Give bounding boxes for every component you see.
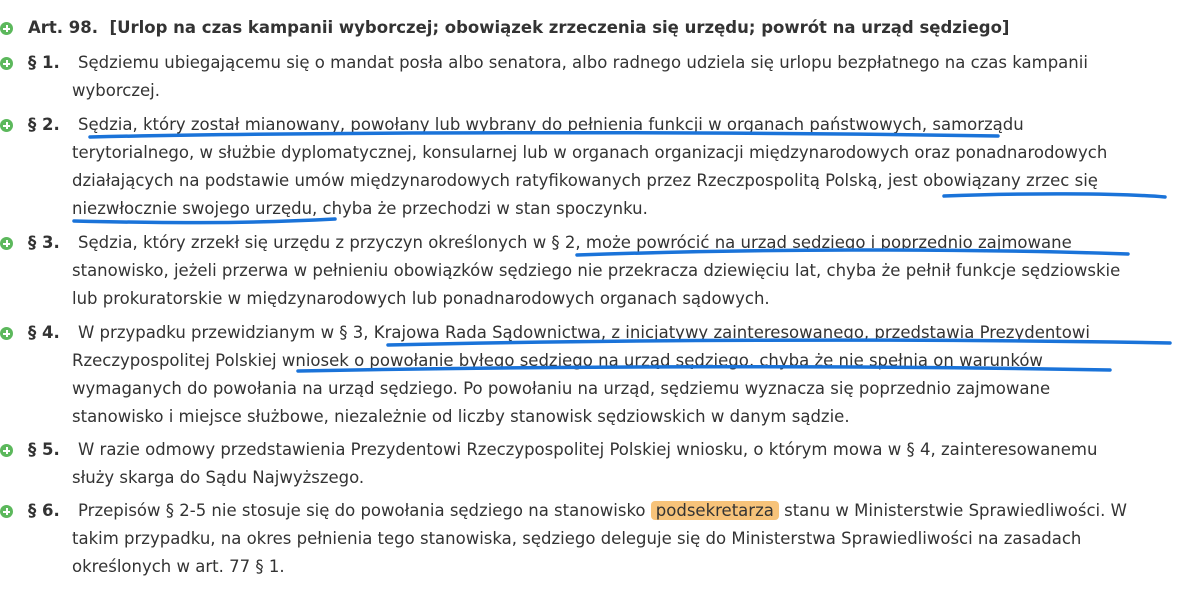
paragraph-line: Sędzia, który zrzekł się urzędu z przyczyn określonych w § 2, może powrócić na urząd sędziego i poprzednio zajmowane — [78, 233, 1072, 252]
paragraph-number: § 2. — [28, 115, 60, 134]
paragraph-line — [78, 501, 1127, 521]
paragraph-number: § 6. — [28, 501, 60, 520]
paragraph-number: § 5. — [28, 440, 60, 459]
paragraph-text: Przepisów § 2-5 nie stosuje się do powołania sędziego na stanowisko — [78, 501, 646, 520]
paragraph-line: stanowisko, jeżeli przerwa w pełnieniu obowiązków sędziego nie przekracza dziewięciu lat, chyba że pełnił funkcje sędziowskie — [72, 261, 1121, 280]
expand-plus-icon[interactable] — [0, 505, 13, 518]
paragraph-line: W razie odmowy przedstawienia Prezydentowi Rzeczypospolitej Polskiej wniosku, o którym mowa w § 4, zainteresowanemu — [78, 440, 1098, 459]
paragraph-line: stanowisko i miejsce służbowe, niezależnie od liczby stanowisk sędziowskich w danym sądzie. — [72, 407, 850, 426]
highlighted-term: podsekretarza — [651, 501, 779, 520]
paragraph-line: Sędzia, który został mianowany, powołany lub wybrany do pełnienia funkcji w organach państwowych, samorządu — [78, 115, 1024, 134]
paragraph-text: stanu w Ministerstwie Sprawiedliwości. W — [784, 501, 1127, 520]
paragraph-line: takim przypadku, na okres pełnienia tego stanowiska, sędziego deleguje się do Ministerstwa Sprawiedliwości na zasadach — [72, 529, 1082, 548]
expand-plus-icon[interactable] — [0, 57, 13, 70]
paragraph-line: W przypadku przewidzianym w § 3, Krajowa Rada Sądownictwa, z inicjatywy zainteresowanego, przedstawia Prezydentowi — [78, 323, 1090, 342]
paragraph-line: Sędziemu ubiegającemu się o mandat posła albo senatora, albo radnego udziela się urlopu bezpłatnego na czas kampanii — [78, 53, 1088, 72]
paragraph-number: § 1. — [28, 53, 60, 72]
expand-plus-icon[interactable] — [0, 119, 13, 132]
paragraph-line: służy skarga do Sądu Najwyższego. — [72, 468, 365, 487]
paragraph-line: terytorialnego, w służbie dyplomatycznej, konsularnej lub w organach organizacji międzynarodowych oraz ponadnarodowych — [72, 143, 1108, 162]
paragraph-number: § 3. — [28, 233, 60, 252]
expand-plus-icon[interactable] — [0, 327, 13, 340]
paragraph-line: wyborczej. — [72, 81, 160, 100]
paragraph-line: wymaganych do powołania na urząd sędziego. Po powołaniu na urząd, sędziemu wyznacza się poprzednio zajmowane — [72, 379, 1051, 398]
paragraph-number: § 4. — [28, 323, 60, 342]
paragraph-line: lub prokuratorskie w międzynarodowych lub ponadnarodowych organach sądowych. — [72, 289, 770, 308]
underline-stroke — [944, 194, 1165, 197]
expand-plus-icon[interactable] — [0, 22, 13, 35]
expand-plus-icon[interactable] — [0, 444, 13, 457]
paragraph-line: Rzeczypospolitej Polskiej wniosek o powołanie byłego sędziego na urząd sędziego, chyba że nie spełnia on warunków — [72, 351, 1043, 370]
paragraph-line: niezwłocznie swojego urzędu, chyba że przechodzi w stan spoczynku. — [72, 199, 648, 218]
paragraph-line: działających na podstawie umów międzynarodowych ratyfikowanych przez Rzeczpospolitą Polską, jest obowiązany zrzec się — [72, 171, 1098, 190]
article-title: [Urlop na czas kampanii wyborczej; obowiązek zrzeczenia się urzędu; powrót na urząd sędziego] — [109, 18, 1010, 37]
paragraph-line: określonych w art. 77 § 1. — [72, 557, 285, 576]
article-label: Art. 98. — [28, 18, 99, 37]
underline-stroke — [74, 219, 335, 223]
expand-plus-icon[interactable] — [0, 237, 13, 250]
